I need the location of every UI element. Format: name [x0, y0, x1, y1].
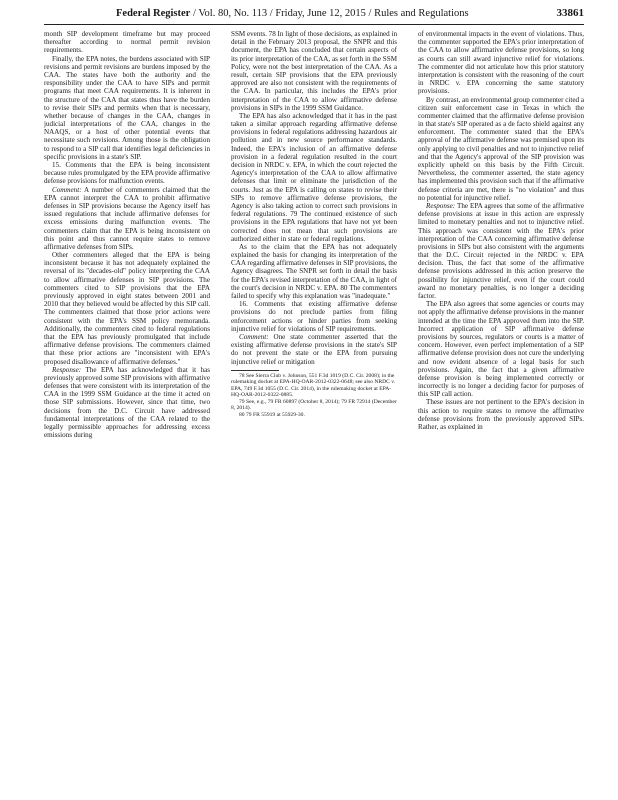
paragraph-text: By contrast, an environmental group commenter cited a citizen suit enforcement case in Texas in which the commenter claimed that the affirmative defense provision in that state's SIP operated as a de facto shield against any enforcement. The commenter stated that the EPA's approval of the affirmative defense was premised upon its only applying to civil penalties and not to injunctive relief and that the Agency's approval of the SIP provision was explicitly upheld on this basis by the Fifth Circuit. Nevertheless, the commenter asserted, the state agency has implemented this provision such that if the affirmative defense criteria are met, there is "no violation" and thus no potential for injunctive relief. — [418, 95, 584, 202]
paragraph-text: The EPA has acknowledged that it has previously approved some SIP provisions with affirmative defenses that were consistent with its interpretation of the CAA in the 1999 SSM Guidance at the time it acted on those SIP submissions. However, since that time, two decisions from the D.C. Circuit have addressed fundamental interpretations of the CAA related to the legally permissible approaches for addressing excess emissions during — [44, 365, 210, 440]
paragraph — [418, 398, 584, 431]
paragraph-text: Finally, the EPA notes, the burdens associated with SIP revisions and permit revisions are burdens imposed by the CAA. The states have both the authority and the responsibility under the CAA to have SIPs and permit programs that meet CAA requirements. It is inherent in the structure of the CAA that states thus have the burden to revise their SIPs and permits when that is necessary, whether because of changes in the CAA, changes in judicial interpretations of the CAA, changes in the NAAQS, or a host of other potential events that necessitate such revisions. Among those is the obligation to respond to a SIP call that identifies legal deficiencies in specific provisions in a state's SIP. — [44, 54, 210, 161]
paragraph-text: One state commenter asserted that the existing affirmative defense provisions in the state's SIP do not prevent the state or the EPA from pursuing injunctive relief or mitigation — [231, 332, 397, 366]
paragraph-text: month SIP development timeframe but may proceed thereafter according to normal permit revision requirements. — [44, 30, 210, 55]
column-1 — [44, 30, 210, 786]
paragraph — [231, 30, 397, 112]
column-3 — [418, 30, 584, 786]
paragraph — [44, 55, 210, 161]
paragraph — [418, 96, 584, 202]
paragraph-text: The EPA agrees that some of the affirmative defense provisions at issue in this action are expressly limited to monetary penalties and not to injunctive relief. This approach was consistent with the EPA's prior interpretation of the CAA concerning affirmative defense provisions in SIPs but also consistent with the arguments that the D.C. Circuit rejected in the NRDC v. EPA decision. Thus, the fact that some of the affirmative defense provisions addressed in this action preserve the possibility for injunctive relief, even if the court could award no monetary penalties, is no longer a deciding factor. — [418, 201, 584, 300]
issue-details: / Vol. 80, No. 113 / Friday, June 12, 2015 / Rules and Regulations — [192, 8, 469, 19]
paragraph-text: 16. Comments that existing affirmative defense provisions do not preclude parties from filing enforcement actions or hinder parties from seeking injunctive relief for violations of SIP requirements. — [231, 300, 397, 333]
paragraph-lead: Response: — [52, 365, 82, 374]
paragraph-text: of environmental impacts in the event of violations. Thus, the commenter supported the EPA's prior interpretation of the CAA to allow affirmative defense provisions, so long as courts can still award injunctive relief for violations. The commenter did not articulate how this prior statutory interpretation is consistent with the reasoning of the court in NRDC v. EPA concerning the same statutory provisions. — [418, 30, 584, 96]
paragraph-text: 15. Comments that the EPA is being inconsistent because rules promulgated by the EPA provide affirmative defense provisions for malfunction events. — [44, 161, 210, 186]
footnote: 78 See Sierra Club v. Johnson, 551 F.3d 1019 (D.C. Cir. 2008); in the rulemaking docket at EPA-HQ-OAR-2012-0322-0648; see also NRDC v. EPA, 749 F.3d 1055 (D.C. Cir. 2014), in the rulemaking docket at EPA-HQ-OAR-2012-0322-0885. — [231, 372, 396, 399]
paragraph — [44, 30, 210, 55]
paragraph — [44, 186, 210, 252]
paragraph-text: As to the claim that the EPA has not adequately explained the basis for changing its interpretation of the CAA regarding affirmative defenses in SIP provisions, the Agency disagrees. The SNPR set forth in detail the basis for the EPA's revised interpretation of the CAA, in light of the court's decision in NRDC v. EPA. 80 The commenters failed to specify why this explanation was "inadequate." — [231, 242, 397, 300]
paragraph-text: These issues are not pertinent to the EPA's decision in this action to require states to remove the affirmative defense provisions from the previously approved SIPs. Rather, as explained in — [418, 398, 584, 431]
page-number: 33861 — [556, 7, 584, 19]
body-columns — [44, 30, 584, 786]
paragraph-lead: Comment: — [52, 185, 82, 194]
paragraph-text: Other commenters alleged that the EPA is being inconsistent because it has not adequately explained the reversal of its "decades-old" policy interpreting the CAA to allow affirmative defenses in SIP provisions. The commenters cited to SIP provisions that the EPA previously approved in eight states between 2001 and 2010 that they believed would be affected by this SIP call. The commenters claimed that those prior actions were consistent with the EPA's SSM policy memoranda. Additionally, the commenters cited to federal regulations that the EPA has previously promulgated that include affirmative defense provisions. The commenters claimed that these prior actions are "inconsistent with EPA's proposed disallowance of affirmative defenses." — [44, 251, 210, 366]
column-2 — [231, 30, 397, 786]
paragraph-lead: Response: — [426, 201, 456, 210]
paragraph — [44, 366, 210, 440]
section-heading — [44, 161, 210, 186]
paragraph — [231, 333, 397, 366]
paragraph-text: A number of commenters claimed that the EPA cannot interpret the CAA to prohibit affirmative defenses in SIP provisions because the Agency itself has issued regulations that include affirmative defenses for excess emissions during malfunction events. The commenters claim that the EPA is being inconsistent on this point and thus cannot require states to remove affirmative defenses from SIPs. — [44, 185, 210, 251]
paragraph-text: The EPA also agrees that some agencies or courts may not apply the affirmative defense provisions in the manner intended at the time the EPA approved them into the SIP. Incorrect application of SIP affirmative defense provisions by sources, regulators or courts is a matter of concern. However, even perfect implementation of a SIP affirmative defense provision does not cure the underlying and now evident absence of a legal basis for such provisions. Again, the fact that a given affirmative defense provision is being implemented correctly or incorrectly is no longer a deciding factor for purposes of this SIP call action. — [418, 300, 584, 399]
paragraph-text: The EPA has also acknowledged that it has in the past taken a similar approach regarding affirmative defense provisions in federal regulations addressing hazardous air pollution and in new source performance standards. Indeed, the EPA's inclusion of an affirmative defense provision in a federal regulation resulted in the court decision in NRDC v. EPA, in which the court rejected the Agency's interpretation of the CAA to allow affirmative defenses that limit or eliminate the jurisdiction of the courts. Just as the EPA is calling on states to revise their SIPs to remove affirmative defense provisions, the Agency is also taking action to correct such provisions in federal regulations. 79 The continued existence of such provisions in the EPA regulations that have not yet been corrected does not mean that such provisions are authorized either in state or federal regulations. — [231, 111, 397, 243]
footnote: 79 See, e.g., 79 FR 60897 (October 8, 2014); 79 FR 72914 (December 8, 2014). — [231, 398, 397, 412]
paragraph — [418, 30, 584, 96]
footnote: 80 79 FR 55919 at 55929-30. — [239, 411, 305, 418]
paragraph — [44, 251, 210, 366]
paragraph-lead: Comment: — [239, 332, 269, 341]
paragraph-text: SSM events. 78 In light of those decisions, as explained in detail in the February 2013 proposal, the SNPR and this document, the EPA has concluded that certain aspects of its prior interpretation of the CAA, as set forth in the SSM Policy, were not the best interpretation of the CAA. As a result, certain SIP provisions that the EPA previously approved are also not consistent with the requirements of the CAA. In particular, this includes the EPA's prior interpretation of the CAA to allow affirmative defense provisions in SIPs in the 1999 SSM Guidance. — [231, 30, 397, 112]
footnote-rule — [231, 370, 279, 371]
paragraph — [231, 112, 397, 243]
paragraph — [418, 202, 584, 300]
journal-name: Federal Register — [116, 8, 191, 19]
page-header — [44, 6, 584, 25]
running-head — [116, 8, 469, 19]
section-heading — [231, 300, 397, 333]
paragraph — [418, 300, 584, 398]
paragraph — [231, 243, 397, 300]
